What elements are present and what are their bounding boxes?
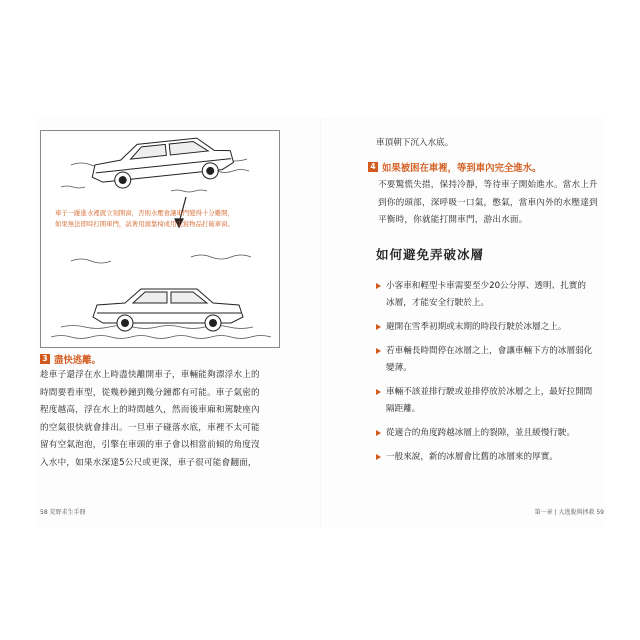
body-line: 趁車子還浮在水上時盡快離開車子，車輛能夠漂浮水上的 [40,370,260,380]
list-item [376,449,612,466]
left-body-text [40,367,272,473]
bullet-list [376,278,612,473]
section-heading-4 [368,160,541,174]
bullet-arrow-icon [376,283,381,289]
body-line: 到你的頭部，深呼吸一口氣，憋氣，當車內外的水壓達到 [378,197,598,208]
list-item-line: 冰層，才能安全行駛於上。 [386,298,490,308]
list-item-line: 隔距離。 [386,404,421,414]
body-line: 的空氣很快就會排出。一旦車子碰落水底，車裡不太可能 [40,422,260,433]
bullet-arrow-icon [376,430,381,436]
bullet-arrow-icon [376,324,381,330]
body-line: 程度越高，浮在水上的時間越久，然而後車廂和駕駛座內 [40,405,260,416]
body-line: 平衡時，你就能打開車門，游出水面。 [378,215,528,226]
caption-line: 車子一踫進水裡就立刻開窗，否則水壓會讓車門變得十分難開， [55,209,234,217]
book-gutter [320,118,322,528]
section-title: 如果被困在車裡，等到車內完全進水。 [382,163,542,174]
illustration-frame [40,130,280,348]
body-line: 時間要看車型，從幾秒鐘到幾分鐘都有可能。車子氣密的 [40,387,260,398]
list-item-line: 一般來說，新的冰層會比舊的冰層來的厚實。 [386,452,558,462]
list-item [376,384,612,418]
continued-text: 車頂朝下沉入水底。 [376,138,454,148]
list-item [376,319,612,336]
list-item-line: 從適合的角度跨越冰層上的裂隙，並且緩慢行駛。 [386,428,576,438]
caption-line: 如果無法即時打開車門，試著用頭靠椅或用尖銳物品打破車窗。 [55,220,234,228]
body-line: 入水中，如果水深達5公尺或更深，車子很可能會翻面， [40,457,257,468]
right-body-text [378,177,610,230]
list-item-line: 變薄。 [386,363,412,373]
section-number-badge: 3 [40,354,50,364]
list-item-line: 避開在雪季初期或末期的時段行駛於冰層之上。 [386,322,567,332]
bullet-arrow-icon [376,348,381,354]
list-item-line: 若車輛長時間停在冰層之上，會讓車輛下方的冰層弱化 [386,346,593,356]
list-item [376,278,612,312]
bullet-arrow-icon [376,454,381,460]
page-footer-left: 58 荒野求生手冊 [40,509,86,516]
list-item-line: 車輛不該並排行駛或並排停放於冰層之上，最好拉開間 [386,387,593,397]
section-number-badge: 4 [368,162,378,172]
list-item-line: 小客車和輕型卡車需要至少20公分厚、透明、扎實的 [386,281,586,291]
bullet-arrow-icon [376,389,381,395]
list-item [376,343,612,377]
illustration-caption [55,208,269,230]
body-line: 不要驚慌失措，保持冷靜，等待車子開始進水。當水上升 [378,180,598,190]
sinking-car-illustration [41,131,279,347]
subsection-heading: 如何避免弄破冰層 [376,247,485,262]
page-footer-right: 第一章 | 大逃脫與拯救 59 [534,509,604,516]
list-item [376,425,612,442]
body-line: 留有空氣泡泡，引擎在車頭的車子會以相當前傾的角度沒 [40,440,260,451]
section-title: 盡快逃離。 [54,355,101,366]
section-heading-3 [40,352,101,366]
